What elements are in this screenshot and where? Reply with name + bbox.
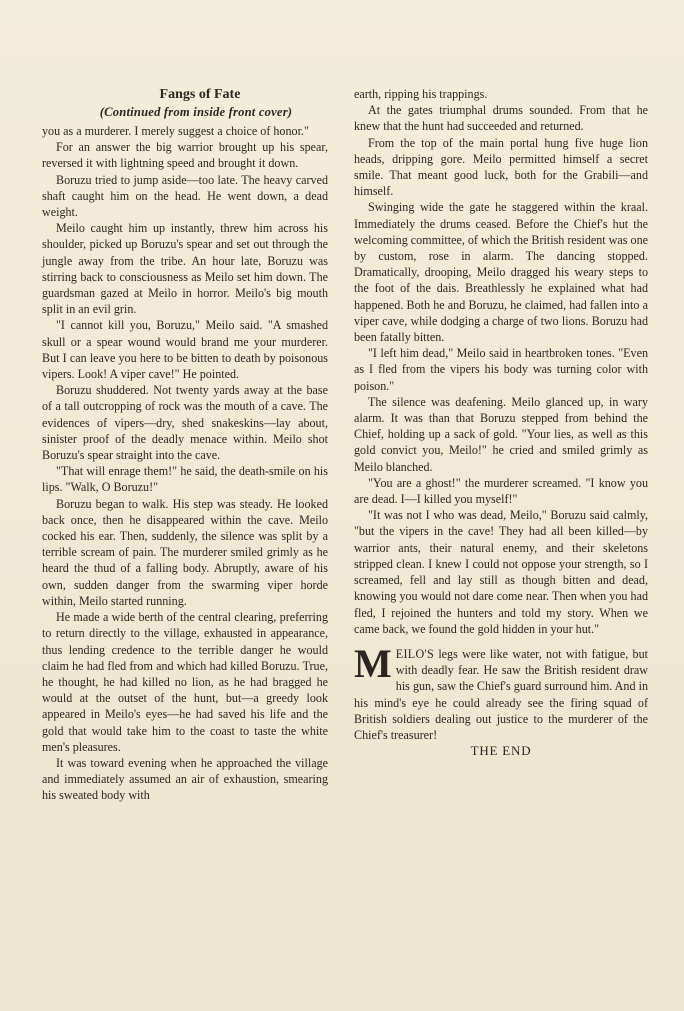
final-paragraph-text: legs were like water, not with fatigue, but with deadly fear. He saw the British resident draw his gun, saw the Chief's guard surround him. And in his mind's eye he could already see the firing squad of British soldiers dealing out justice to the murderer of the Chief's treasurer! — [354, 646, 648, 742]
the-end: THE END — [470, 743, 532, 759]
paragraph: "I cannot kill you, Boruzu," Meilo said. "A smashed skull or a spear wound would brand me your murderer. But I can leave you here to be bitten to death by poisonous vipers. Look! A viper cave!" He pointed. — [42, 318, 328, 382]
lead-caps: EILO'S — [395, 646, 435, 661]
paragraph: He made a wide berth of the central clearing, preferring to return directly to the village, exhausted in appearance, thus lending credence to the terrible danger he would claim he had fled from and which had killed Boruzu. True, he thought, he had killed no lion, as he had bragged he would at the outset of the hunt, but—a greedy look appeared in Meilo's eyes—he had saved his life and the gold that would take him to the coast to taste the white men's pleasures. — [42, 610, 328, 754]
final-paragraph — [354, 640, 648, 743]
paragraph: Boruzu tried to jump aside—too late. The heavy carved shaft caught him on the head. He went down, a dead weight. — [42, 172, 328, 220]
paragraph: From the top of the main portal hung five huge lion heads, dripping gore. Meilo permitted himself a secret smile. That meant good luck, both for the Grabili—and himself. — [354, 135, 648, 199]
drop-cap: M — [354, 640, 392, 686]
story-title: Fangs of Fate — [159, 87, 241, 102]
right-column — [354, 86, 648, 759]
paragraph: Boruzu began to walk. His step was steady. He looked back once, then he disappeared within the cave. Meilo cocked his ear. Then, suddenly, the silence was split by a terrible scream of pain. The murderer smiled grimly as he heard the thud of a falling body. Abruptly, aware of his own, sudden danger from the swarming viper horde within, Meilo started running. — [42, 496, 328, 608]
paragraph: "You are a ghost!" the murderer screamed. "I know you are dead. I—I killed you myself!" — [354, 475, 648, 507]
paragraph: Meilo caught him up instantly, threw him across his shoulder, picked up Boruzu's spear and set out through the jungle away from the tribe. An hour late, Boruzu was stirring back to consciousness as Meilo set him down. The guardsman gazed at Meilo in horror. Meilo's big mouth split in an evil grin. — [42, 221, 328, 317]
paragraph: The silence was deafening. Meilo glanced up, in wary alarm. It was than that Boruzu stepped from behind the Chief, holding up a sack of gold. "Your lies, as well as this gold convict you, Meilo!" he cried and smiled grimly as Meilo blanched. — [354, 394, 648, 474]
paragraph: For an answer the big warrior brought up his spear, reversed it with lightning speed and brought it down. — [42, 140, 328, 171]
paragraph: Boruzu shuddered. Not twenty yards away at the base of a tall outcropping of rock was the mouth of a cave. The evidences of vipers—dry, shed snakeskins—lay about, sinister proof of the deadly menace within. Meilo shot Boruzu's spear straight into the cave. — [42, 383, 328, 463]
paragraph: It was toward evening when he approached the village and immediately assumed an air of exhaustion, smearing his sweated body with — [42, 755, 328, 803]
paragraph: "That will enrage them!" he said, the death-smile on his lips. "Walk, O Boruzu!" — [42, 464, 328, 495]
paragraph: "It was not I who was dead, Meilo," Boruzu said calmly, "but the vipers in the cave! They had all been killed—by warrior ants, their natural enemy, and their skeletons stripped clean. I knew I could not oppose your strength, so I screamed, fell and lay still as though bitten and dead, knowing you would not dare come near. Then when you had fled, I rejoined the hunters and told my story. When we came back, we found the gold hidden in your hut." — [354, 508, 648, 636]
paragraph: you as a murderer. I merely suggest a choice of honor." — [42, 124, 309, 138]
paragraph: At the gates triumphal drums sounded. From that he knew that the hunt had succeeded and returned. — [354, 103, 648, 134]
left-column — [42, 86, 328, 804]
story-subtitle: (Continued from inside front cover) — [99, 105, 293, 119]
paragraph: Swinging wide the gate he staggered within the kraal. Immediately the drums ceased. Before the Chief's hut the welcoming committee, of which the British resident was one by custom, rose in alarm. The dancing stopped. Dramatically, drooping, Meilo dragged his weary steps to the foot of the dais. Breathlessly he explained what had happened. Both he and Boruzu, he claimed, had fallen into a viper cave, while dodging a charge of two lions. Boruzu had been fatally bitten. — [354, 200, 648, 345]
paragraph: earth, ripping his trappings. — [354, 87, 488, 101]
paragraph: "I left him dead," Meilo said in heartbroken tones. "Even as I fled from the vipers his body was turning color with poison." — [354, 346, 648, 393]
